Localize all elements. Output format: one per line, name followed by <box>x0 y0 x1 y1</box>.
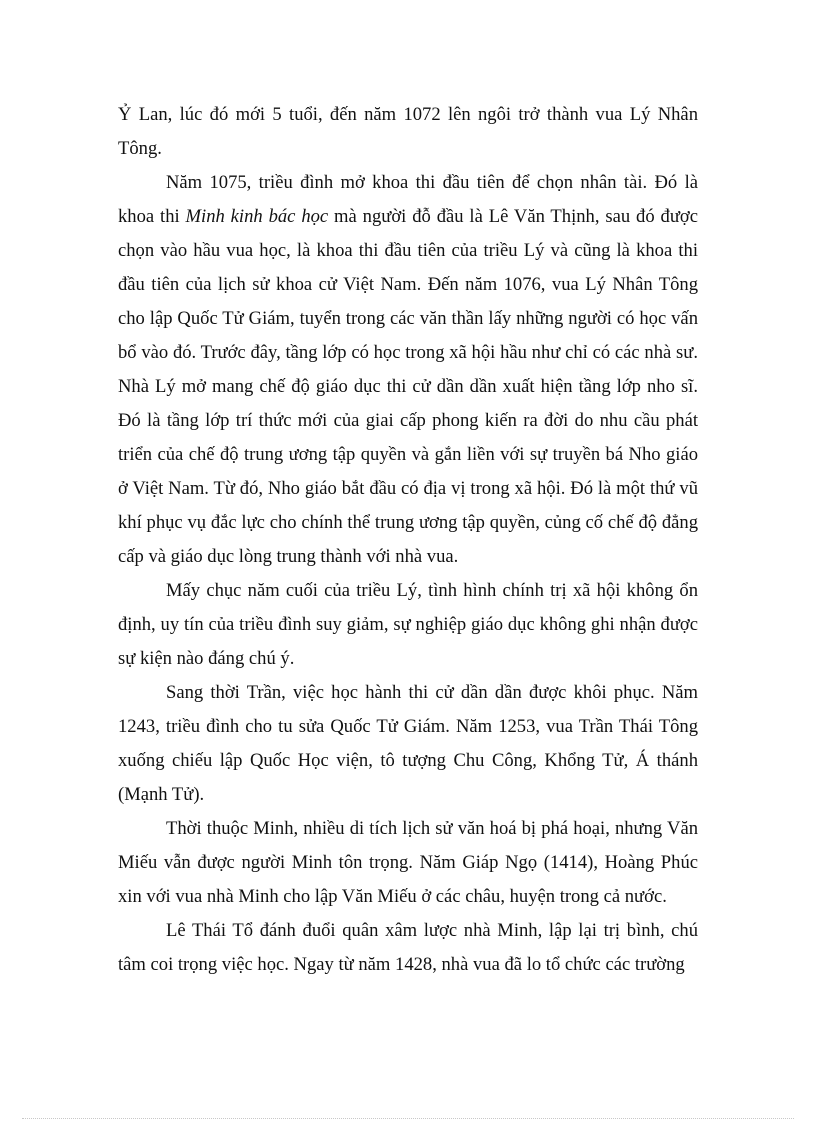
paragraph-text: Sang thời Trần, việc học hành thi cử dần dần được khôi phục. Năm 1243, triều đình cho tu sửa Quốc Tử Giám. Năm 1253, vua Trần Thái Tông xuống chiếu lập Quốc Học viện, tô tượng Chu Công, Khổng Tử, Á thánh (Mạnh Tử). <box>118 682 698 805</box>
paragraph <box>118 574 698 676</box>
italic-text: Minh kinh bác học <box>185 206 329 227</box>
paragraph-text: Ỷ Lan, lúc đó mới 5 tuổi, đến năm 1072 lên ngôi trở thành vua Lý Nhân Tông. <box>118 104 698 159</box>
paragraph-text: Mấy chục năm cuối của triều Lý, tình hình chính trị xã hội không ổn định, uy tín của triều đình suy giảm, sự nghiệp giáo dục không ghi nhận được sự kiện nào đáng chú ý. <box>118 580 698 669</box>
paragraph-text: Thời thuộc Minh, nhiều di tích lịch sử văn hoá bị phá hoại, nhưng Văn Miếu vẫn được người Minh tôn trọng. Năm Giáp Ngọ (1414), Hoàng Phúc xin với vua nhà Minh cho lập Văn Miếu ở các châu, huyện trong cả nước. <box>118 818 698 907</box>
paragraph-text: Năm 1075, triều đình mở khoa thi đầu tiên để chọn nhân tài. Đó là khoa thi <box>118 172 698 227</box>
paragraph <box>118 914 698 982</box>
paragraph <box>118 812 698 914</box>
paragraph <box>118 98 698 166</box>
paragraph <box>118 166 698 574</box>
paragraph-text: mà người đỗ đầu là Lê Văn Thịnh, sau đó được chọn vào hầu vua học, là khoa thi đầu tiên của triều Lý và cũng là khoa thi đầu tiên của lịch sử khoa cử Việt Nam. Đến năm 1076, vua Lý Nhân Tông cho lập Quốc Tử Giám, tuyển trong các văn thần lấy những người có học vấn bổ vào đó. Trước đây, tầng lớp có học trong xã hội hầu như chỉ có các nhà sư. Nhà Lý mở mang chế độ giáo dục thi cử dần dần xuất hiện tầng lớp nho sĩ. Đó là tầng lớp trí thức mới của giai cấp phong kiến ra đời do nhu cầu phát triển của chế độ trung ương tập quyền và gắn liền với sự truyền bá Nho giáo ở Việt Nam. Từ đó, Nho giáo bắt đầu có địa vị trong xã hội. Đó là một thứ vũ khí phục vụ đắc lực cho chính thể trung ương tập quyền, củng cố chế độ đẳng cấp và giáo dục lòng trung thành với nhà vua. <box>118 206 698 567</box>
page-footer-divider <box>22 1118 794 1119</box>
paragraph-text: Lê Thái Tổ đánh đuổi quân xâm lược nhà Minh, lập lại trị bình, chú tâm coi trọng việc học. Ngay từ năm 1428, nhà vua đã lo tổ chức các trường <box>118 920 698 975</box>
document-body <box>118 98 698 982</box>
paragraph <box>118 676 698 812</box>
